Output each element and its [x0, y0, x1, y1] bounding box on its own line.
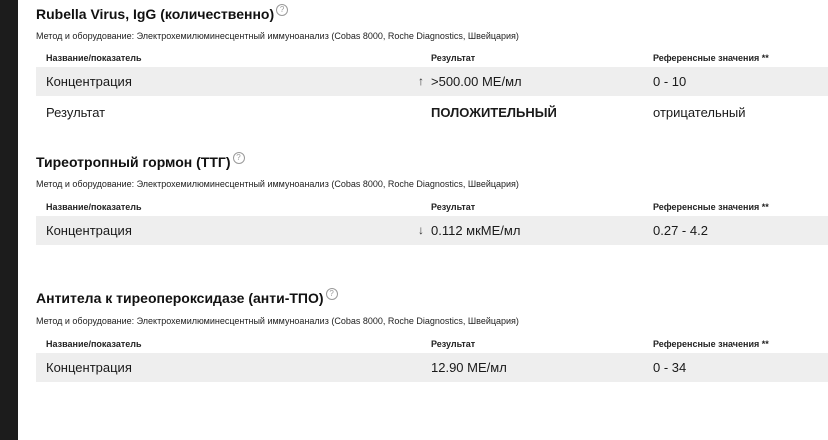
help-circle-icon[interactable]: ? [276, 4, 288, 16]
row-result: 0.112 мкМЕ/мл [431, 223, 521, 238]
section-title [36, 154, 245, 170]
row-name: Концентрация [46, 223, 132, 238]
help-circle-icon[interactable]: ? [233, 152, 245, 164]
arrow-down-icon: ↓ [418, 223, 424, 237]
row-result: 12.90 МЕ/мл [431, 360, 507, 375]
row-name: Результат [46, 105, 106, 120]
row-reference: 0.27 - 4.2 [653, 223, 708, 238]
arrow-up-icon: ↑ [418, 74, 424, 88]
table-row [36, 353, 828, 382]
method-text: Метод и оборудование: Электрохемилюминесцентный иммуноанализ (Cobas 8000, Roche Diagnostics, Швейцария) [36, 316, 519, 326]
table-row [36, 216, 828, 245]
method-text: Метод и оборудование: Электрохемилюминесцентный иммуноанализ (Cobas 8000, Roche Diagnostics, Швейцария) [36, 179, 519, 189]
header-name: Название/показатель [46, 53, 142, 63]
section-title [36, 290, 338, 306]
header-result: Результат [431, 53, 476, 63]
header-result: Результат [431, 202, 476, 212]
header-reference: Референсные значения ** [653, 53, 769, 63]
row-reference: отрицательный [653, 105, 746, 120]
section-title-text: Антитела к тиреопероксидазе (анти-ТПО) [36, 290, 324, 306]
header-reference: Референсные значения ** [653, 202, 769, 212]
row-result: >500.00 МЕ/мл [431, 74, 522, 89]
section-title-text: Тиреотропный гормон (ТТГ) [36, 154, 231, 170]
row-reference: 0 - 10 [653, 74, 687, 89]
section-title [36, 6, 288, 22]
left-dark-bar [0, 0, 18, 440]
row-name: Концентрация [46, 360, 132, 375]
header-name: Название/показатель [46, 202, 142, 212]
row-reference: 0 - 34 [653, 360, 687, 375]
section-title-text: Rubella Virus, IgG (количественно) [36, 6, 275, 22]
table-row [36, 67, 828, 96]
table-row [36, 98, 828, 127]
header-name: Название/показатель [46, 339, 142, 349]
method-text: Метод и оборудование: Электрохемилюминесцентный иммуноанализ (Cobas 8000, Roche Diagnostics, Швейцария) [36, 31, 519, 41]
header-result: Результат [431, 339, 476, 349]
header-reference: Референсные значения ** [653, 339, 769, 349]
row-name: Концентрация [46, 74, 132, 89]
help-circle-icon[interactable]: ? [326, 288, 338, 300]
row-result: ПОЛОЖИТЕЛЬНЫЙ [431, 105, 557, 120]
